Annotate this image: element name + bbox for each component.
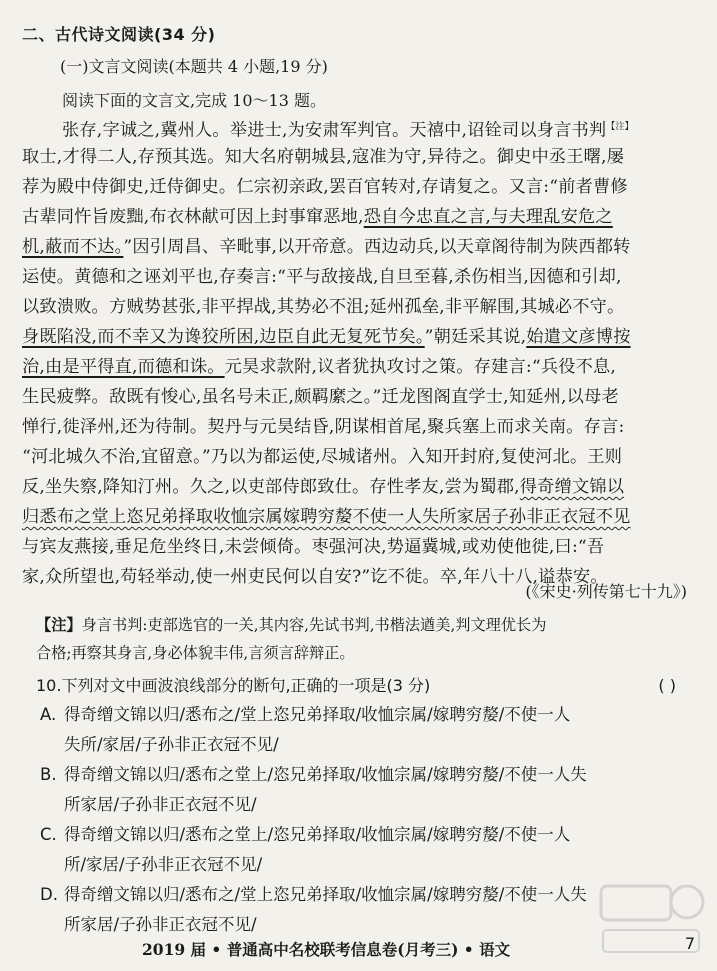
passage-line: 取士,才得二人,存预其选。知大名府朝城县,寇准为守,异待之。御史中丞王曙,屡 — [22, 147, 625, 167]
wavy-underlined-text: 得奇缯文锦以 — [519, 477, 625, 497]
underlined-text: 治,由是平得直,而德和诛。 — [22, 357, 225, 377]
page-footer: 2019 届 • 普通高中名校联考信息卷(月考三) • 语文 — [142, 940, 511, 959]
section-title: 二、古代诗文阅读(34 分) — [22, 25, 216, 44]
option-letter: D. — [40, 885, 58, 904]
option-d[interactable]: D. 得奇缯文锦以归/悉布之/堂上恣兄弟择取/收恤宗属/嫁聘穷嫠/不使一人失 所家居/子孙非正衣冠不见/ — [36, 880, 696, 940]
passage-line: “河北城久不治,宜留意。”乃以为都运使,尽城诸州。入知开封府,复使河北。王则 — [22, 447, 623, 467]
passage-line: 张存,字诚之,冀州人。举进士,为安肃军判官。天禧中,诏铨司以身言书判$^{【注】}$ — [62, 120, 634, 141]
passage-line: 治,由是平得直,而德和诛。元昊求款附,议者犹执攻讨之策。存建言:“兵役不息, — [22, 357, 617, 377]
underlined-text: 机,蔽而不达。 — [22, 237, 124, 257]
passage-line: 运使。黄德和之诬刘平也,存奏言:“平与敌接战,自旦至暮,杀伤相当,因德和引却, — [22, 267, 622, 287]
note-text: 身言书判:吏部选官的一关,其内容,先试书判,书楷法遒美,判文理优长为 — [81, 616, 547, 634]
question-10 — [36, 672, 696, 940]
note-marker: 【注】 — [606, 122, 634, 132]
classical-passage — [22, 112, 692, 592]
option-b[interactable]: B. 得奇缯文锦以归/悉布之堂上/恣兄弟择取/收恤宗属/嫁聘穷嫠/不使一人失 所家居/子孙非正衣冠不见/ — [36, 760, 696, 820]
passage-line: 惮行,徙泽州,还为待制。契丹与元昊结昏,阴谋相首尾,聚兵塞上而求关南。存言: — [22, 417, 625, 437]
passage-line: 机,蔽而不达。”因引周昌、辛毗事,以开帝意。西边动兵,以天章阁待制为陕西都转 — [22, 237, 631, 257]
sub-title: (一)文言文阅读(本题共 4 小题,19 分) — [60, 57, 328, 76]
passage-line: 以致溃败。方贼势甚张,非平捍战,其势必不沮;延州孤垒,非平解围,其城必不守。 — [22, 297, 625, 317]
option-a[interactable]: A. 得奇缯文锦以归/悉布之/堂上恣兄弟择取/收恤宗属/嫁聘穷嫠/不使一人 失所/家居/子孙非正衣冠不见/ — [36, 700, 696, 760]
note-text-cont: 合格;再察其身言,身必体貌丰伟,言须言辞辩正。 — [36, 644, 355, 662]
underlined-text: 始遣文彦博按 — [526, 327, 631, 347]
option-letter: A. — [40, 705, 57, 724]
annotation-note — [36, 611, 686, 667]
instruction: 阅读下面的文言文,完成 10～13 题。 — [62, 91, 326, 110]
passage-line: 荐为殿中侍御史,迁侍御史。仁宗初亲政,罢百官转对,存请复之。又言:“前者曹修 — [22, 177, 628, 197]
passage-line: 反,坐失察,降知汀州。久之,以吏部侍郎致仕。存性孝友,尝为蜀郡,得奇缯文锦以 — [22, 477, 625, 497]
wavy-underlined-text: 归悉布之堂上恣兄弟择取收恤宗属嫁聘穷嫠不使一人失所家居子孙非正衣冠不见 — [22, 507, 631, 527]
passage-line: 身既陷没,而不幸又为谗狡所困,边臣自此无复死节矣。”朝廷采其说,始遣文彦博按 — [22, 327, 631, 347]
passage-line: 生民疲弊。敌既有悛心,虽名号未正,颇羁縻之。”迁龙图阁直学士,知延州,以母老 — [22, 387, 619, 407]
passage-line: 家,众所望也,苟轻举动,使一州吏民何以自安?”讫不徙。卒,年八十八,谥恭安。 — [22, 567, 608, 587]
source-citation: (《宋史·列传第七十九》) — [525, 582, 687, 601]
option-c[interactable]: C. 得奇缯文锦以归/悉布之堂上/恣兄弟择取/收恤宗属/嫁聘穷嫠/不使一人 所/家居/子孙非正衣冠不见/ — [36, 820, 696, 880]
option-letter: B. — [40, 765, 57, 784]
page-number: 7 — [684, 934, 695, 953]
option-letter: C. — [40, 825, 57, 844]
underlined-text: 身既陷没,而不幸又为谗狡所困,边臣自此无复死节矣。 — [22, 327, 425, 347]
note-label: 【注】 — [36, 616, 82, 634]
passage-line: 与宾友燕接,垂足危坐终日,未尝倾倚。枣强河决,势逼冀城,或劝使他徙,曰:“吾 — [22, 537, 605, 557]
passage-line — [22, 502, 692, 532]
answer-blank[interactable]: ( ) — [658, 676, 676, 695]
passage-line: 古辈同忤旨废黜,布衣林献可因上封事窜恶地,恐自今忠直之言,与夫理乱安危之 — [22, 207, 613, 227]
underlined-text: 恐自今忠直之言,与夫理乱安危之 — [363, 207, 613, 227]
question-stem: 10.下列对文中画波浪线部分的断句,正确的一项是(3 分) ( ) — [36, 672, 696, 700]
